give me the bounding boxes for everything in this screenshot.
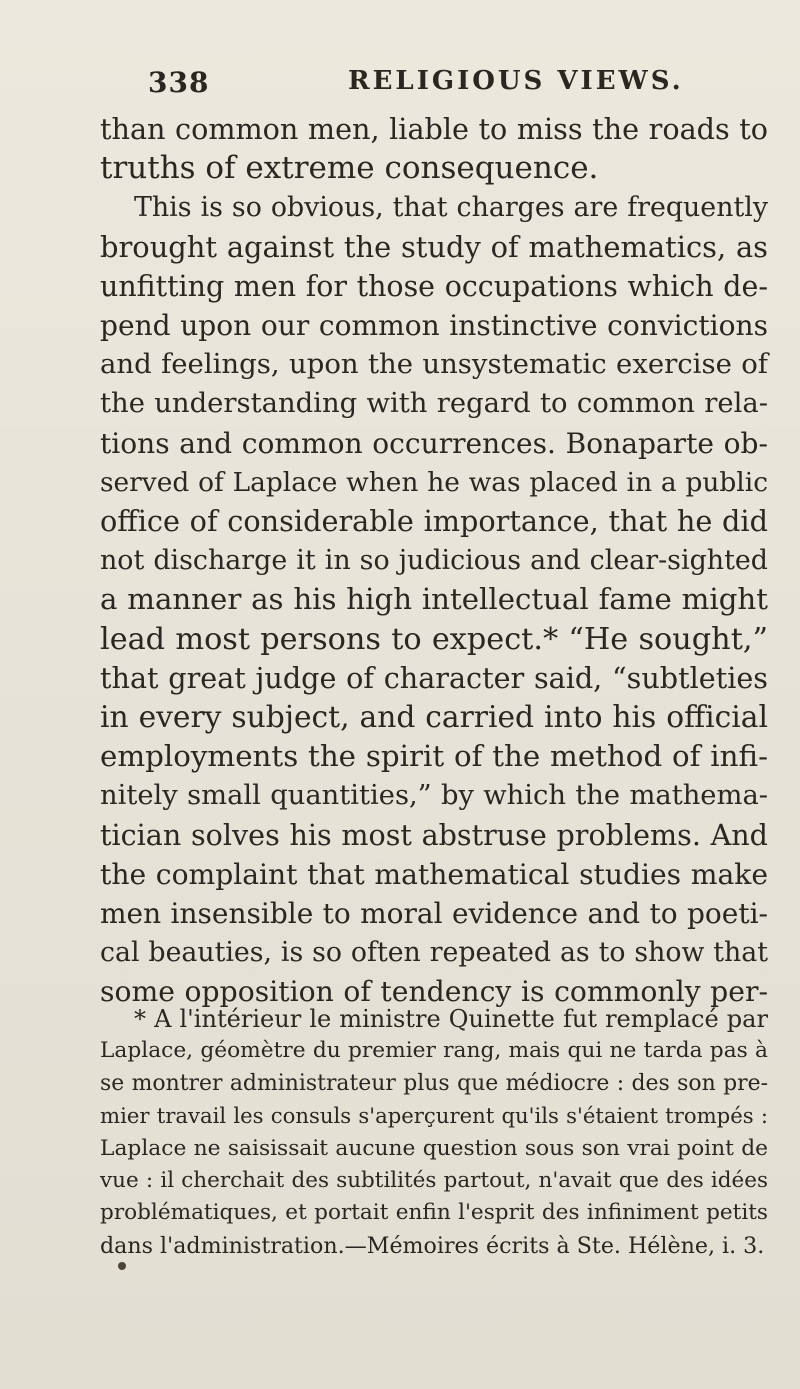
body-line: nitely small quantities,” by which the mathema- [100, 780, 768, 812]
body-line: pend upon our common instinctive convictions [100, 309, 768, 343]
page-number: 338 [148, 66, 210, 99]
body-line: truths of extreme consequence. [100, 150, 599, 187]
body-line: the complaint that mathematical studies make [100, 857, 768, 891]
body-line: tions and common occurrences. Bonaparte ob- [100, 426, 768, 460]
body-line: in every subject, and carried into his official [100, 700, 768, 736]
footnote-line: mier travail les consuls s'aperçurent qu'ils s'étaient trompés : [100, 1103, 768, 1129]
ink-speck [118, 1262, 126, 1270]
body-line: This is so obvious, that charges are frequently [134, 192, 768, 224]
footnote-line: Laplace ne saisissait aucune question sous son vrai point de [100, 1135, 768, 1161]
body-line: unfitting men for those occupations which de- [100, 269, 768, 303]
body-line: men insensible to moral evidence and to poeti- [100, 897, 768, 931]
page-header [148, 66, 748, 106]
footnote-line: Laplace, géomètre du premier rang, mais qui ne tarda pas à [100, 1038, 768, 1064]
body-line: and feelings, upon the unsystematic exercise of [100, 348, 768, 381]
body-line: not discharge it in so judicious and clear-sighted [100, 545, 768, 577]
body-line: a manner as his high intellectual fame might [100, 582, 768, 617]
footnote-line: se montrer administrateur plus que médiocre : des son pre- [100, 1070, 768, 1096]
footnote-line: dans l'administration.—Mémoires écrits à Ste. Hélène, i. 3. [100, 1232, 765, 1259]
footnote-line: * A l'intérieur le ministre Quinette fut remplacé par [134, 1005, 768, 1033]
body-line: office of considerable importance, that he did [100, 504, 768, 539]
body-line: some opposition of tendency is commonly per- [100, 975, 768, 1009]
body-line: employments the spirit of the method of infi- [100, 739, 768, 774]
body-line: lead most persons to expect.* “He sought,” [100, 621, 768, 657]
body-line: served of Laplace when he was placed in a public [100, 466, 768, 498]
body-line: brought against the study of mathematics, as [100, 229, 768, 264]
footnote [100, 1003, 768, 1262]
body-text [100, 110, 768, 1012]
body-line: than common men, liable to miss the roads to [100, 112, 768, 146]
footnote-line: vue : il cherchait des subtilités partout, n'avait que des idées [100, 1168, 768, 1194]
footnote-line: problématiques, et portait enfin l'esprit des infiniment petits [100, 1200, 768, 1226]
body-line: tician solves his most abstruse problems. And [100, 817, 768, 852]
running-head: RELIGIOUS VIEWS. [348, 66, 684, 96]
body-line: the understanding with regard to common rela- [100, 388, 768, 420]
body-line: cal beauties, is so often repeated as to show that [100, 937, 768, 969]
body-line: that great judge of character said, “subtleties [100, 660, 768, 695]
